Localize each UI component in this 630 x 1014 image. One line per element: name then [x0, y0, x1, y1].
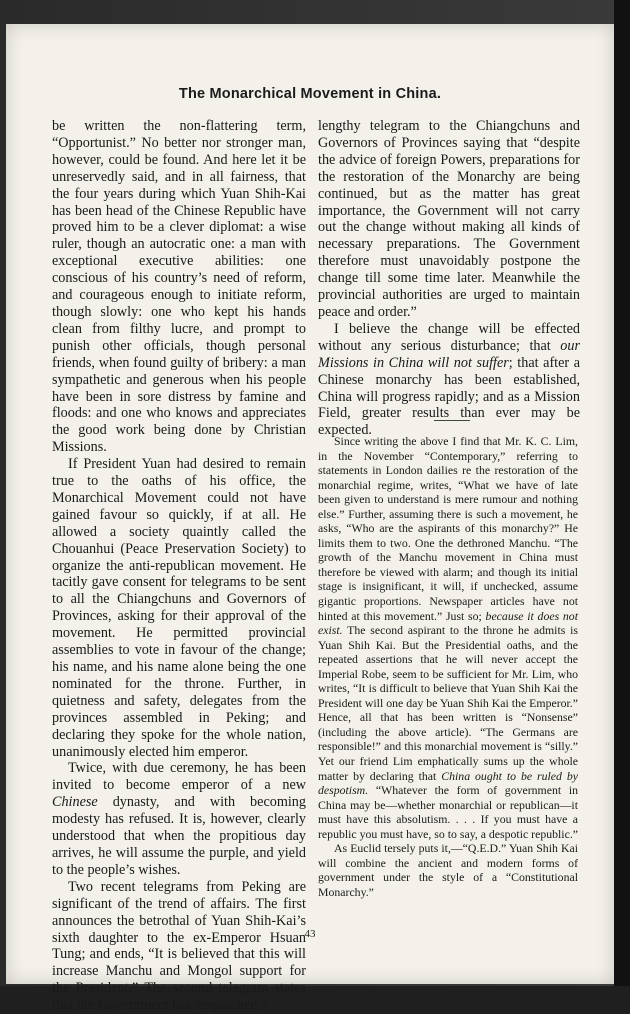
paragraph-invitation: Twice, with due ceremony, he has been invited to become emperor of a new Chinese dynasty, and with becoming modesty has refused. It is, however, clearly understood that when the propitious day arrives, he will assume the purple, and yield to the people’s wishes. [52, 760, 306, 878]
paragraph-telegram-cont: lengthy telegram to the Chiangchuns and Governors of Provinces saying that “despite the advice of foreign Powers, preparations for the restoration of the Monarchy are being continued, but as the matter has great importance, the Government will not carry out the change without making all kinds of necessary preparations. The Government therefore must unavoidably postpone the change till some time later. Meanwhile the provincial authorities are urged to maintain peace and order.” [318, 118, 580, 320]
paragraph-president-yuan: If President Yuan had desired to remain true to the oaths of his office, the Monarchical Movement could not have gained favour so quickly, if at all. He allowed a society quaintly called the Chouanhui (Peace Preservation Society) to organize the anti-republican movement. He tacitly gave consent for telegrams to be sent to all the Chiangchuns and Governors of Provinces, asking for their approval of the movement. He permitted provincial assemblies to vote in favour of the change; his name, and his name alone being the one nominated for the throne. Further, in quietness and safety, delegates from the provinces assembled in Peking; and declaring they spoke for the whole nation, unanimously elected him emperor. [52, 456, 306, 760]
note-paragraph-lim: Since writing the above I find that Mr. K. C. Lim, in the November “Contemporary,” referring to statements in London dailies re the restoration of the monarchial regime, writes, “What we have of late been given to understand is mere rumour and nothing else.” Further, assuming there is such a movement, he asks, “Who are the aspirants of this monarchy?” He limits them to two. One the dethroned Manchu. “The growth of the Manchu movement in China must therefore be viewed with alarm; and though its initial stage is insignificant, it will, if unchecked, assume gigantic proportions. Newspaper articles have not hinted at this movement.” Just so; because it does not exist. The second aspirant to the throne he admits is Yuan Shih Kai. But the Presidential oaths, and the repeated assertions that he will never accept the Imperial Robe, seem to be sufficient for Mr. Lim, who writes, “It is difficult to believe that Yuan Shih Kai the President will one day be Yuan Shih Kai the Emperor.” Hence, all that has been written is “Nonsense” (including the above article). “The Germans are responsible!” and this monarchial movement is “silly.” Yet our friend Lim emphatically sums up the whole matter by declaring that China ought to be ruled by despotism. “Whatever the form of government in China may be—whether monarchial or republican—it must have this absolutism. . . . If you must have a republic you must have, so to say, a despotic republic.” [318, 434, 579, 841]
italic-despotism: China ought to be ruled by despotism. [318, 768, 578, 798]
italic-chinese: Chinese [52, 794, 98, 811]
section-divider [434, 420, 470, 421]
italic-not-exist: because it does not exist. [318, 608, 578, 638]
right-column-main [318, 118, 580, 439]
left-column [52, 118, 306, 1014]
paragraph-continuation: be written the non-flattering term, “Opportunist.” No better nor stronger man, however, could be found. And here let it be unreservedly said, and in all fairness, that the four years during which Yuan Shih-Kai has been head of the Chinese Republic have proved him to be a clever diplomat: a wise ruler, though an autocratic one: a man with exceptional executive abilities: one conscious of his country’s need of reform, and courageous enough to initiate reform, though slowly: one who kept his hands clean from filthy lucre, and prompt to punish other officials, though personal friends, when found guilty of bribery: a man sympathetic and generous when his people have been in sore distress by famine and floods: and one who knows and appreciates the good work being done by Christian Missions. [52, 118, 306, 456]
italic-missions: our Missions in China will not suffer [318, 337, 580, 371]
book-page [6, 24, 614, 1014]
paragraph-telegrams: Two recent telegrams from Peking are significant of the trend of affairs. The first announces the betrothal of Yuan Shih-Kai’s sixth daughter to the ex-Emperor Hsuan Tung; and ends, “It is believed that this will increase Manchu and Mongol support for the President.” The second telegram states that the Government has despatched a [52, 878, 306, 1014]
book-edge [614, 0, 630, 986]
note-paragraph-euclid: As Euclid tersely puts it,—“Q.E.D.” Yuan Shih Kai will combine the ancient and modern forms of government under the style of a “Constitutional Monarchy.” [318, 841, 578, 899]
page-number: 43 [304, 928, 316, 940]
paragraph-belief: I believe the change will be effected without any serious disturbance; that our Missions in China will not suffer; that after a Chinese monarchy has been established, China will progress rapidly; and as a Mission Field, greater results than ever may be expected. [318, 320, 580, 439]
postscript-note [318, 434, 578, 900]
running-header: The Monarchical Movement in China. [178, 86, 442, 102]
